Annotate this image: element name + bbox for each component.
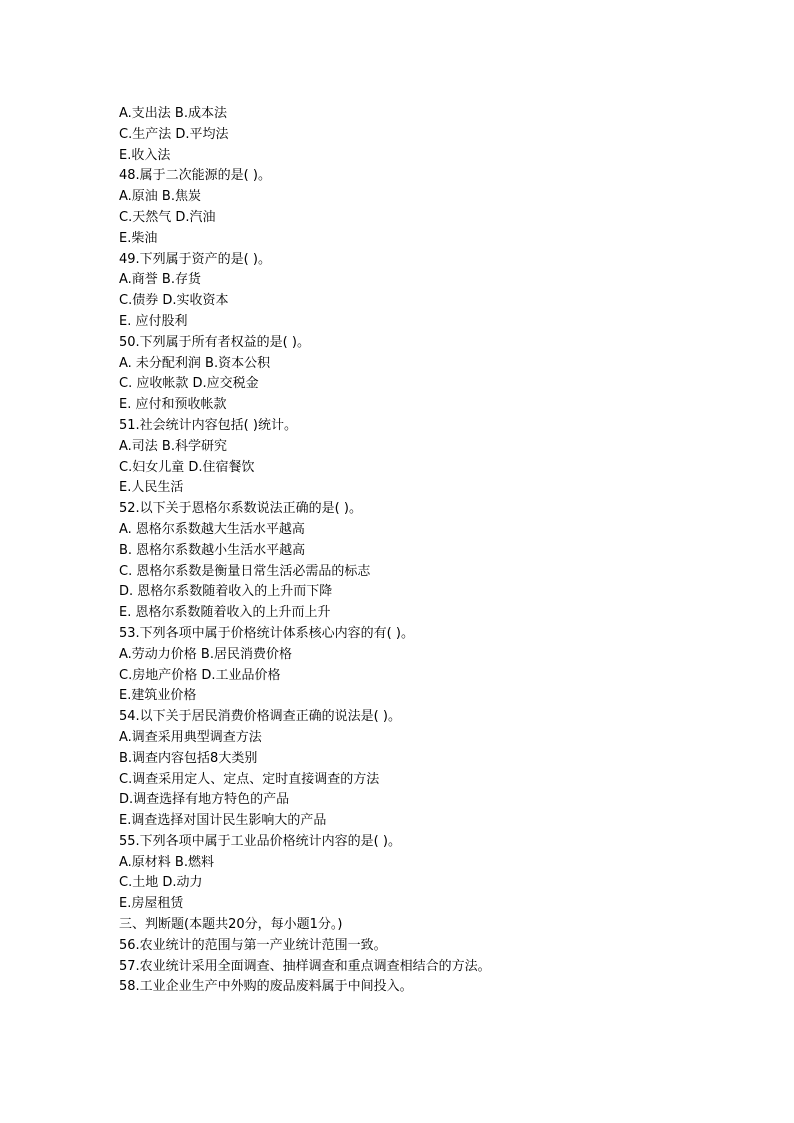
question-57: 57.农业统计采用全面调查、抽样调查和重点调查相结合的方法。 bbox=[119, 958, 491, 974]
text-line: E.建筑业价格 bbox=[119, 688, 197, 704]
text-line: E.房屋租赁 bbox=[119, 896, 184, 912]
text-line: C.调查采用定人、定点、定时直接调查的方法 bbox=[119, 771, 380, 787]
text-line: E.收入法 bbox=[119, 147, 171, 163]
text-line: E.人民生活 bbox=[119, 480, 184, 496]
text-line: C.土地 D.动力 bbox=[119, 875, 203, 891]
question-list bbox=[119, 104, 719, 998]
text-line: C.房地产价格 D.工业品价格 bbox=[119, 667, 281, 683]
text-line: D. 恩格尔系数随着收入的上升而下降 bbox=[119, 584, 333, 600]
text-line: C.天然气 D.汽油 bbox=[119, 209, 216, 225]
question-49: 49.下列属于资产的是( )。 bbox=[119, 251, 271, 267]
text-line: E.调查选择对国计民生影响大的产品 bbox=[119, 813, 327, 829]
text-line: A. 恩格尔系数越大生活水平越高 bbox=[119, 521, 305, 537]
question-48: 48.属于二次能源的是( )。 bbox=[119, 168, 271, 184]
question-58: 58.工业企业生产中外购的废品废料属于中间投入。 bbox=[119, 979, 413, 995]
text-line: C.债券 D.实收资本 bbox=[119, 293, 229, 309]
text-line: A.商誉 B.存货 bbox=[119, 272, 201, 288]
text-line: C.妇女儿童 D.住宿餐饮 bbox=[119, 459, 255, 475]
text-line: A.司法 B.科学研究 bbox=[119, 438, 227, 454]
question-55: 55.下列各项中属于工业品价格统计内容的是( )。 bbox=[119, 833, 401, 849]
text-line: C. 应收帐款 D.应交税金 bbox=[119, 376, 259, 392]
text-line: A.原材料 B.燃料 bbox=[119, 854, 214, 870]
text-line: E. 应付和预收帐款 bbox=[119, 397, 227, 413]
text-line: A.支出法 B.成本法 bbox=[119, 106, 227, 121]
text-line: E.柴油 bbox=[119, 230, 158, 246]
text-line: B.调查内容包括8大类别 bbox=[119, 750, 258, 766]
text-line: A.调查采用典型调查方法 bbox=[119, 729, 262, 745]
question-51: 51.社会统计内容包括( )统计。 bbox=[119, 417, 297, 433]
text-line: C.生产法 D.平均法 bbox=[119, 126, 229, 142]
text-line: A. 未分配利润 B.资本公积 bbox=[119, 355, 271, 371]
text-line: A.劳动力价格 B.居民消费价格 bbox=[119, 646, 292, 662]
question-53: 53.下列各项中属于价格统计体系核心内容的有( )。 bbox=[119, 625, 414, 641]
question-52: 52.以下关于恩格尔系数说法正确的是( )。 bbox=[119, 501, 362, 517]
question-54: 54.以下关于居民消费价格调查正确的说法是( )。 bbox=[119, 709, 401, 725]
question-56: 56.农业统计的范围与第一产业统计范围一致。 bbox=[119, 937, 387, 953]
text-line: D.调查选择有地方特色的产品 bbox=[119, 792, 290, 808]
text-line: C. 恩格尔系数是衡量日常生活必需品的标志 bbox=[119, 563, 371, 579]
section-heading: 三、判断题(本题共20分，每小题1分。) bbox=[119, 917, 343, 933]
question-50: 50.下列属于所有者权益的是( )。 bbox=[119, 334, 310, 350]
text-line: B. 恩格尔系数越小生活水平越高 bbox=[119, 542, 306, 558]
text-line: A.原油 B.焦炭 bbox=[119, 189, 201, 205]
text-line: E. 恩格尔系数随着收入的上升而上升 bbox=[119, 605, 331, 621]
text-line: E. 应付股利 bbox=[119, 313, 188, 329]
